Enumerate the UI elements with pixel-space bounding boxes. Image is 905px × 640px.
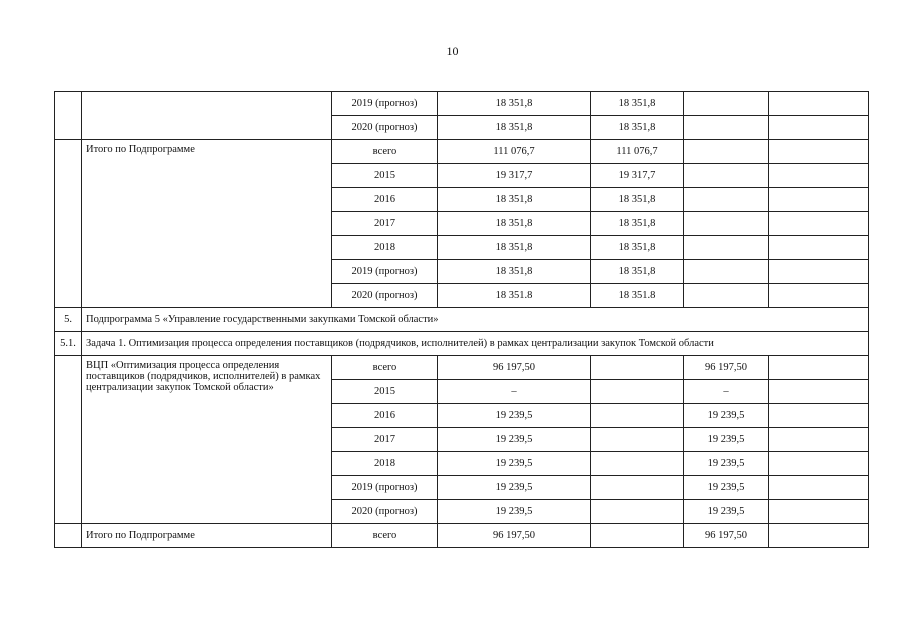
- year-cell: всего: [332, 356, 438, 380]
- value-cell-b: [684, 140, 769, 164]
- value-cell-a: [591, 380, 684, 404]
- year-cell: 2018: [332, 452, 438, 476]
- value-cell-b: [684, 92, 769, 116]
- value-cell-b: 19 239,5: [684, 452, 769, 476]
- subprogram-title: Подпрограмма 5 «Управление государственными закупками Томской области»: [82, 308, 869, 332]
- total-cell: –: [438, 380, 591, 404]
- value-cell-c: [769, 116, 869, 140]
- value-cell-c: [769, 188, 869, 212]
- value-cell-a: [591, 500, 684, 524]
- value-cell-c: [769, 428, 869, 452]
- value-cell-c: [769, 236, 869, 260]
- total-cell: 18 351,8: [438, 212, 591, 236]
- total-cell: 18 351,8: [438, 236, 591, 260]
- table-row: [55, 92, 869, 116]
- value-cell-b: 19 239,5: [684, 500, 769, 524]
- value-cell-b: –: [684, 380, 769, 404]
- value-cell-a: [591, 524, 684, 548]
- total-cell: 111 076,7: [438, 140, 591, 164]
- total-cell: 19 239,5: [438, 404, 591, 428]
- total-cell: 96 197,50: [438, 524, 591, 548]
- value-cell-c: [769, 92, 869, 116]
- value-cell-c: [769, 140, 869, 164]
- total-cell: 18 351,8: [438, 116, 591, 140]
- value-cell-c: [769, 476, 869, 500]
- value-cell-a: [591, 476, 684, 500]
- value-cell-a: 18 351,8: [591, 236, 684, 260]
- total-cell: 19 317,7: [438, 164, 591, 188]
- total-cell: 19 239,5: [438, 476, 591, 500]
- year-cell: 2017: [332, 428, 438, 452]
- vcp-label: ВЦП «Оптимизация процесса определения поставщиков (подрядчиков, исполнителей) в рамках централизации закупок Томской области»: [82, 356, 332, 524]
- value-cell-a: 19 317,7: [591, 164, 684, 188]
- value-cell-b: [684, 116, 769, 140]
- year-cell: 2019 (прогноз): [332, 92, 438, 116]
- row-number-cell: [55, 140, 82, 308]
- value-cell-b: [684, 188, 769, 212]
- page-number: 10: [446, 44, 459, 58]
- name-cell: [82, 92, 332, 140]
- value-cell-c: [769, 356, 869, 380]
- total-cell: 18 351,8: [438, 188, 591, 212]
- value-cell-c: [769, 524, 869, 548]
- table-row: [55, 140, 869, 164]
- value-cell-a: 18 351.8: [591, 284, 684, 308]
- table-row: [55, 356, 869, 380]
- year-cell: 2016: [332, 404, 438, 428]
- value-cell-b: [684, 260, 769, 284]
- row-number-cell: 5.: [55, 308, 82, 332]
- row-number-cell: [55, 356, 82, 524]
- value-cell-a: 111 076,7: [591, 140, 684, 164]
- value-cell-b: [684, 212, 769, 236]
- value-cell-c: [769, 164, 869, 188]
- value-cell-b: [684, 164, 769, 188]
- value-cell-a: 18 351,8: [591, 92, 684, 116]
- value-cell-a: 18 351,8: [591, 212, 684, 236]
- value-cell-a: 18 351,8: [591, 116, 684, 140]
- value-cell-b: 96 197,50: [684, 356, 769, 380]
- value-cell-c: [769, 404, 869, 428]
- value-cell-b: [684, 284, 769, 308]
- section-row: [55, 308, 869, 332]
- value-cell-b: [684, 236, 769, 260]
- task-title: Задача 1. Оптимизация процесса определения поставщиков (подрядчиков, исполнителей) в рамках централизации закупок Томской области: [82, 332, 869, 356]
- total-cell: 19 239,5: [438, 500, 591, 524]
- year-cell: 2015: [332, 380, 438, 404]
- value-cell-b: 19 239,5: [684, 404, 769, 428]
- total-cell: 96 197,50: [438, 356, 591, 380]
- budget-table: [54, 91, 869, 548]
- total-cell: 19 239,5: [438, 452, 591, 476]
- itogo-label: Итого по Подпрограмме: [82, 524, 332, 548]
- value-cell-b: 19 239,5: [684, 428, 769, 452]
- year-cell: всего: [332, 140, 438, 164]
- value-cell-c: [769, 380, 869, 404]
- value-cell-c: [769, 284, 869, 308]
- value-cell-c: [769, 452, 869, 476]
- itogo-label: Итого по Подпрограмме: [82, 140, 332, 308]
- year-cell: 2019 (прогноз): [332, 260, 438, 284]
- value-cell-b: 96 197,50: [684, 524, 769, 548]
- value-cell-a: [591, 356, 684, 380]
- value-cell-c: [769, 260, 869, 284]
- total-cell: 18 351,8: [438, 260, 591, 284]
- year-cell: 2020 (прогноз): [332, 500, 438, 524]
- value-cell-a: 18 351,8: [591, 188, 684, 212]
- value-cell-b: 19 239,5: [684, 476, 769, 500]
- year-cell: всего: [332, 524, 438, 548]
- table-row: [55, 524, 869, 548]
- year-cell: 2020 (прогноз): [332, 284, 438, 308]
- value-cell-c: [769, 500, 869, 524]
- value-cell-a: [591, 428, 684, 452]
- year-cell: 2015: [332, 164, 438, 188]
- total-cell: 18 351,8: [438, 92, 591, 116]
- row-number-cell: [55, 524, 82, 548]
- section-row: [55, 332, 869, 356]
- year-cell: 2018: [332, 236, 438, 260]
- value-cell-a: [591, 404, 684, 428]
- year-cell: 2017: [332, 212, 438, 236]
- total-cell: 19 239,5: [438, 428, 591, 452]
- year-cell: 2020 (прогноз): [332, 116, 438, 140]
- value-cell-c: [769, 212, 869, 236]
- value-cell-a: 18 351,8: [591, 260, 684, 284]
- row-number-cell: 5.1.: [55, 332, 82, 356]
- value-cell-a: [591, 452, 684, 476]
- year-cell: 2019 (прогноз): [332, 476, 438, 500]
- row-number-cell: [55, 92, 82, 140]
- year-cell: 2016: [332, 188, 438, 212]
- total-cell: 18 351.8: [438, 284, 591, 308]
